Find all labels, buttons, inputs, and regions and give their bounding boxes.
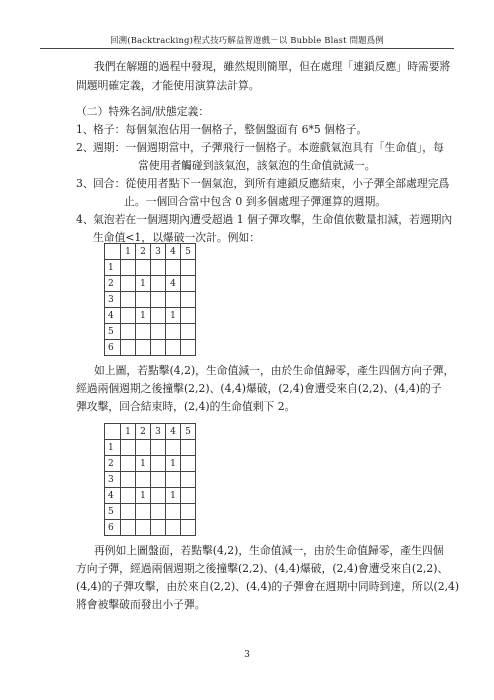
grid-cell: [151, 504, 166, 520]
section-title: （二）特殊名詞/狀態定義：: [76, 105, 210, 118]
grid-row: [105, 292, 196, 308]
grid-cell: 1: [166, 488, 181, 504]
grid-row-header: 6: [105, 340, 121, 356]
grid-cell: [181, 324, 196, 340]
grid-cell: [166, 472, 181, 488]
grid-cell: [136, 504, 151, 520]
grid-row-header: 4: [105, 308, 121, 324]
grid-row-header: 5: [105, 504, 121, 520]
grid-cell: [181, 276, 196, 292]
grid-row-header: 5: [105, 324, 121, 340]
grid-cell: [166, 504, 181, 520]
grid-cell: 1: [166, 456, 181, 472]
grid-cell: [121, 292, 136, 308]
grid-example-2: [104, 423, 196, 536]
grid-cell: [121, 340, 136, 356]
grid-cell: [151, 260, 166, 276]
grid-col-header: 3: [151, 244, 166, 260]
grid-col-header: 1: [121, 244, 136, 260]
grid-example-1: [104, 243, 196, 356]
grid-cell: [136, 340, 151, 356]
def-1-line-1: 格子：每個氣泡佔用一個格子，整個盤面有 6*5 個格子。: [93, 123, 368, 136]
grid-cell: [181, 520, 196, 536]
grid-cell: [151, 308, 166, 324]
grid-cell: [121, 488, 136, 504]
def-2-line-2: 當使用者觸碰到該氣泡，該氣泡的生命值就減一。: [138, 159, 376, 172]
page-number: 3: [244, 650, 250, 660]
grid-cell: [121, 324, 136, 340]
grid-col-header: 4: [166, 424, 181, 440]
grid-cell: [181, 440, 196, 456]
grid-cell: [151, 456, 166, 472]
grid-cell: [136, 260, 151, 276]
grid-corner-cell: [105, 424, 121, 440]
def-3-line-2: 止。一個回合當中包含 0 到多個處理子彈運算的週期。: [124, 195, 387, 208]
grid-cell: [151, 340, 166, 356]
grid-row-header: 1: [105, 260, 121, 276]
grid-cell: [151, 488, 166, 504]
grid-cell: [151, 276, 166, 292]
grid-cell: [151, 472, 166, 488]
grid-cell: 1: [136, 308, 151, 324]
para2-line-4: 將會被擊破而發出小子彈。: [76, 598, 206, 611]
grid-col-header: 4: [166, 244, 181, 260]
grid-col-header: 5: [181, 424, 196, 440]
grid-cell: [166, 260, 181, 276]
intro-line-1: 我們在解題的過程中發現，雖然規則簡單，但在處理「連鎖反應」時需要將: [94, 60, 451, 73]
grid-cell: [181, 292, 196, 308]
grid-cell: 1: [136, 456, 151, 472]
para1-line-1: 如上圖，若點擊(4,2)，生命值減一，由於生命值歸零，產生四個方向子彈，: [94, 364, 455, 377]
grid-row-header: 6: [105, 520, 121, 536]
grid-cell: [181, 488, 196, 504]
para1-line-2: 經過兩個週期之後撞擊(2,2)、(4,4)爆破，(2,4)會遭受來自(2,2)、(4,4)的子: [76, 382, 442, 395]
grid-cell: [166, 340, 181, 356]
def-3-line-1: 回合：從使用者點下一個氣泡，到所有連鎖反應結束，小子彈全部處理完爲: [93, 177, 450, 190]
grid-cell: [151, 324, 166, 340]
grid-row-header: 1: [105, 440, 121, 456]
para2-line-1: 再例如上圖盤面，若點擊(4,2)，生命值減一，由於生命值歸零，產生四個: [94, 544, 444, 557]
running-header: 回溯(Backtracking)程式技巧解益智遊戲－以 Bubble Blast 問題爲例: [40, 34, 454, 49]
grid-cell: [166, 520, 181, 536]
grid-cell: [136, 520, 151, 536]
grid-row: [105, 456, 196, 472]
grid-cell: [121, 440, 136, 456]
def-4-line-2: 生命值<1，以爆破一次計。例如：: [93, 231, 261, 244]
grid-cell: [121, 520, 136, 536]
grid-cell: [181, 456, 196, 472]
grid-cell: [181, 504, 196, 520]
grid-row: [105, 276, 196, 292]
grid-row: [105, 260, 196, 276]
grid-cell: [151, 292, 166, 308]
grid-row-header: 2: [105, 456, 121, 472]
grid-header-row: [105, 244, 196, 260]
grid-row: [105, 324, 196, 340]
grid-cell: [181, 308, 196, 324]
para1-line-3: 彈攻擊，回合結束時，(2,4)的生命值剩下 2。: [76, 400, 296, 413]
grid-cell: [136, 440, 151, 456]
grid-cell: 1: [136, 276, 151, 292]
grid-cell: [121, 308, 136, 324]
grid-cell: [166, 324, 181, 340]
grid-col-header: 3: [151, 424, 166, 440]
grid-cell: [136, 324, 151, 340]
def-3-num: 3、: [76, 177, 94, 190]
grid-cell: 1: [136, 488, 151, 504]
grid-row: [105, 440, 196, 456]
grid-cell: [121, 260, 136, 276]
grid-row-header: 3: [105, 292, 121, 308]
grid-cell: [181, 472, 196, 488]
grid-cell: [136, 472, 151, 488]
grid-cell: [181, 260, 196, 276]
grid-row: [105, 504, 196, 520]
grid-cell: [166, 292, 181, 308]
grid-row: [105, 340, 196, 356]
grid-cell: 1: [166, 308, 181, 324]
grid-cell: [151, 440, 166, 456]
def-2-line-1: 週期：一個週期當中，子彈飛行一個格子。本遊戲氣泡具有「生命值」，每: [93, 141, 444, 154]
grid-cell: [136, 292, 151, 308]
grid-cell: [166, 440, 181, 456]
grid-col-header: 2: [136, 424, 151, 440]
grid-col-header: 5: [181, 244, 196, 260]
grid-cell: [121, 276, 136, 292]
grid-row: [105, 308, 196, 324]
intro-line-2: 問題明確定義，才能使用演算法計算。: [76, 79, 260, 92]
grid-cell: 4: [166, 276, 181, 292]
grid-row-header: 2: [105, 276, 121, 292]
grid-corner-cell: [105, 244, 121, 260]
def-4-num: 4、: [76, 213, 94, 226]
para2-line-3: (4,4)的子彈攻擊，由於來自(2,2)、(4,4)的子彈會在週期中同時到達，所以(2,4): [76, 580, 460, 593]
grid-cell: [151, 520, 166, 536]
def-4-line-1: 氣泡若在一個週期內遭受超過 1 個子彈攻擊，生命值依數量扣減，若週期內: [93, 213, 453, 226]
grid-cell: [121, 456, 136, 472]
def-1-num: 1、: [76, 123, 94, 136]
grid-cell: [121, 472, 136, 488]
grid-col-header: 2: [136, 244, 151, 260]
grid-row: [105, 488, 196, 504]
grid-row: [105, 472, 196, 488]
grid-cell: [121, 504, 136, 520]
grid-row-header: 3: [105, 472, 121, 488]
grid-cell: [181, 340, 196, 356]
grid-row-header: 4: [105, 488, 121, 504]
para2-line-2: 方向子彈，經過兩個週期之後撞擊(2,2)、(4,4)爆破，(2,4)會遭受來自(2,2)、: [76, 562, 449, 575]
grid-row: [105, 520, 196, 536]
grid-header-row: [105, 424, 196, 440]
def-2-num: 2、: [76, 141, 94, 154]
grid-col-header: 1: [121, 424, 136, 440]
